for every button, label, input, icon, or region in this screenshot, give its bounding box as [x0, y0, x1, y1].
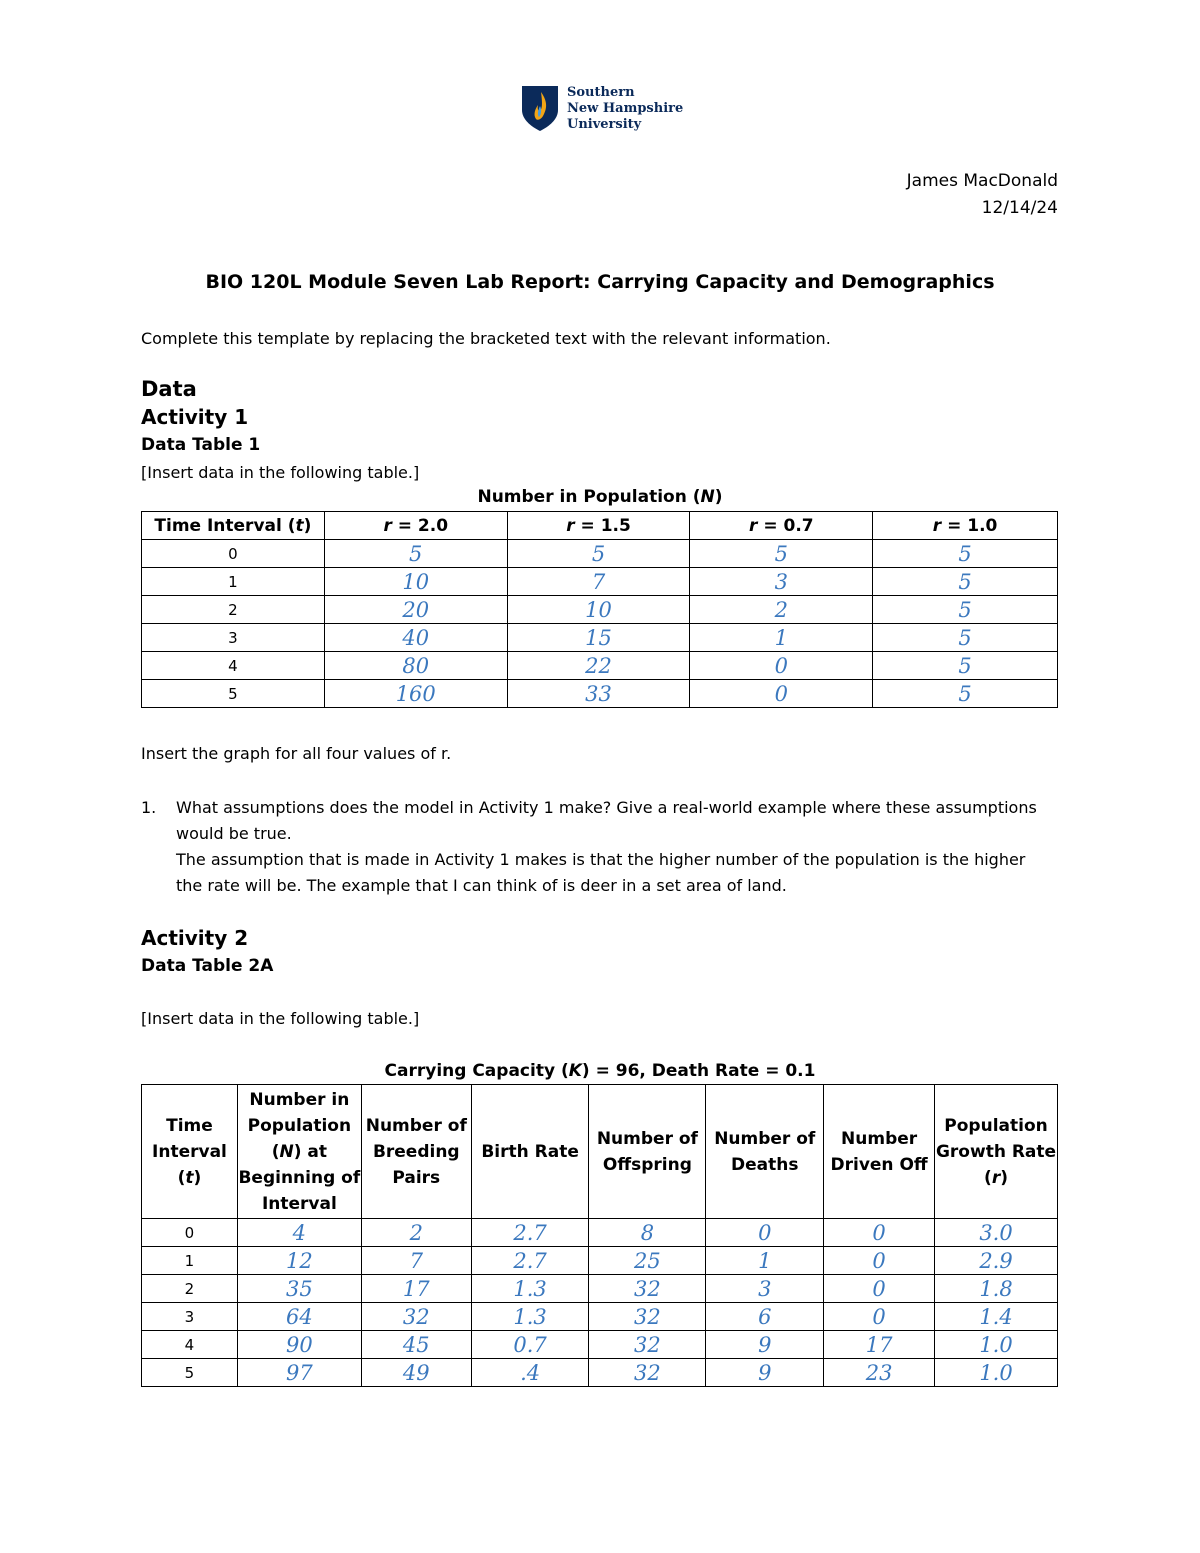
data-cell: 32: [589, 1359, 706, 1387]
data-cell: 5: [324, 540, 507, 568]
data-cell: 5: [873, 624, 1058, 652]
data-cell: 97: [237, 1359, 361, 1387]
data-cell: 0: [824, 1219, 935, 1247]
column-header: Number of Offspring: [589, 1085, 706, 1219]
data-cell: 17: [824, 1331, 935, 1359]
data-cell: 10: [507, 596, 690, 624]
table2-note: [Insert data in the following table.]: [141, 1009, 420, 1028]
column-header: Number Driven Off: [824, 1085, 935, 1219]
data-cell: 0: [706, 1219, 824, 1247]
logo-wordmark: Southern New Hampshire University: [567, 85, 684, 132]
report-date: 12/14/24: [981, 198, 1058, 218]
data-cell: 0: [824, 1247, 935, 1275]
table-row: [142, 680, 1058, 708]
question-text: What assumptions does the model in Activity 1 make? Give a real-world example where these assumptions would be true.: [176, 798, 1037, 843]
table-row: [142, 1331, 1058, 1359]
table-row: [142, 1359, 1058, 1387]
data-cell: 10: [324, 568, 507, 596]
table-row: [142, 652, 1058, 680]
data-cell: 4: [237, 1219, 361, 1247]
data-cell: 5: [690, 540, 873, 568]
data-cell: 1.3: [471, 1303, 589, 1331]
table-row: [142, 596, 1058, 624]
answer-text: The assumption that is made in Activity 1 makes is that the higher number of the population is the higher the rate will be. The example that I can think of is deer in a set area of land.: [176, 850, 1026, 895]
data-cell: 2.9: [935, 1247, 1058, 1275]
data-cell: 7: [507, 568, 690, 596]
table-row: [142, 540, 1058, 568]
time-interval-cell: 1: [142, 1247, 238, 1275]
data-cell: 12: [237, 1247, 361, 1275]
data-table-1-heading: Data Table 1: [141, 435, 261, 455]
data-cell: 0.7: [471, 1331, 589, 1359]
column-header: Birth Rate: [471, 1085, 589, 1219]
shield-flame-icon: [520, 84, 560, 132]
table-row: [142, 1303, 1058, 1331]
data-cell: 64: [237, 1303, 361, 1331]
table2-caption: Carrying Capacity (K) = 96, Death Rate = 0.1: [384, 1061, 816, 1081]
data-cell: 5: [507, 540, 690, 568]
activity1-heading: Activity 1: [141, 405, 249, 429]
column-header: Number in Population (N) at Beginning of Interval: [237, 1085, 361, 1219]
data-cell: 15: [507, 624, 690, 652]
column-header: Time Interval (t): [142, 512, 325, 540]
data-cell: 0: [824, 1275, 935, 1303]
column-header: Time Interval (t): [142, 1085, 238, 1219]
data-cell: 2.7: [471, 1247, 589, 1275]
data-cell: 5: [873, 568, 1058, 596]
data-cell: 45: [361, 1331, 471, 1359]
data-cell: .4: [471, 1359, 589, 1387]
data-cell: 2: [361, 1219, 471, 1247]
data-cell: 32: [589, 1275, 706, 1303]
data-cell: 35: [237, 1275, 361, 1303]
column-header: r = 1.0: [873, 512, 1058, 540]
column-header: r = 2.0: [324, 512, 507, 540]
data-cell: 0: [824, 1303, 935, 1331]
data-cell: 1: [706, 1247, 824, 1275]
data-cell: 5: [873, 540, 1058, 568]
data-cell: 49: [361, 1359, 471, 1387]
time-interval-cell: 4: [142, 1331, 238, 1359]
data-cell: 0: [690, 680, 873, 708]
data-cell: 33: [507, 680, 690, 708]
instructions: Complete this template by replacing the bracketed text with the relevant information.: [141, 329, 831, 348]
data-cell: 9: [706, 1359, 824, 1387]
table-row: [142, 1247, 1058, 1275]
data-cell: 7: [361, 1247, 471, 1275]
data-cell: 20: [324, 596, 507, 624]
time-interval-cell: 1: [142, 568, 325, 596]
data-cell: 32: [589, 1331, 706, 1359]
data-cell: 2.7: [471, 1219, 589, 1247]
column-header: Number of Breeding Pairs: [361, 1085, 471, 1219]
table-row: [142, 568, 1058, 596]
time-interval-cell: 2: [142, 1275, 238, 1303]
column-header: r = 1.5: [507, 512, 690, 540]
data-cell: 2: [690, 596, 873, 624]
data-cell: 3: [706, 1275, 824, 1303]
data-cell: 5: [873, 680, 1058, 708]
data-cell: 160: [324, 680, 507, 708]
data-cell: 6: [706, 1303, 824, 1331]
time-interval-cell: 5: [142, 1359, 238, 1387]
column-header: r = 0.7: [690, 512, 873, 540]
table-row: [142, 624, 1058, 652]
table-row: [142, 1219, 1058, 1247]
question-number: 1.: [141, 798, 157, 817]
column-header: Number of Deaths: [706, 1085, 824, 1219]
data-cell: 80: [324, 652, 507, 680]
author-name: James MacDonald: [906, 171, 1058, 191]
time-interval-cell: 3: [142, 624, 325, 652]
data-cell: 9: [706, 1331, 824, 1359]
data-cell: 17: [361, 1275, 471, 1303]
data-cell: 40: [324, 624, 507, 652]
data-cell: 3: [690, 568, 873, 596]
table1-note: [Insert data in the following table.]: [141, 463, 420, 482]
data-heading: Data: [141, 377, 197, 401]
time-interval-cell: 3: [142, 1303, 238, 1331]
data-cell: 0: [690, 652, 873, 680]
graph-note: Insert the graph for all four values of r.: [141, 744, 452, 763]
data-cell: 1.3: [471, 1275, 589, 1303]
data-cell: 1.0: [935, 1359, 1058, 1387]
data-cell: 90: [237, 1331, 361, 1359]
time-interval-cell: 0: [142, 1219, 238, 1247]
data-cell: 1.0: [935, 1331, 1058, 1359]
data-cell: 5: [873, 596, 1058, 624]
data-cell: 25: [589, 1247, 706, 1275]
page-title: BIO 120L Module Seven Lab Report: Carrying Capacity and Demographics: [205, 271, 995, 293]
table1-caption: Number in Population (N): [477, 487, 723, 507]
data-cell: 22: [507, 652, 690, 680]
data-cell: 3.0: [935, 1219, 1058, 1247]
data-cell: 1: [690, 624, 873, 652]
data-table-1: [141, 511, 1058, 708]
time-interval-cell: 0: [142, 540, 325, 568]
data-table-2a: [141, 1084, 1058, 1387]
time-interval-cell: 4: [142, 652, 325, 680]
time-interval-cell: 5: [142, 680, 325, 708]
data-cell: 8: [589, 1219, 706, 1247]
table-row: [142, 1275, 1058, 1303]
data-table-2a-heading: Data Table 2A: [141, 956, 274, 976]
data-cell: 32: [361, 1303, 471, 1331]
data-cell: 1.4: [935, 1303, 1058, 1331]
data-cell: 1.8: [935, 1275, 1058, 1303]
column-header: Population Growth Rate (r): [935, 1085, 1058, 1219]
data-cell: 5: [873, 652, 1058, 680]
author-block: [907, 168, 1058, 222]
data-cell: 32: [589, 1303, 706, 1331]
university-logo: [520, 84, 690, 134]
time-interval-cell: 2: [142, 596, 325, 624]
activity2-heading: Activity 2: [141, 926, 249, 950]
data-cell: 23: [824, 1359, 935, 1387]
